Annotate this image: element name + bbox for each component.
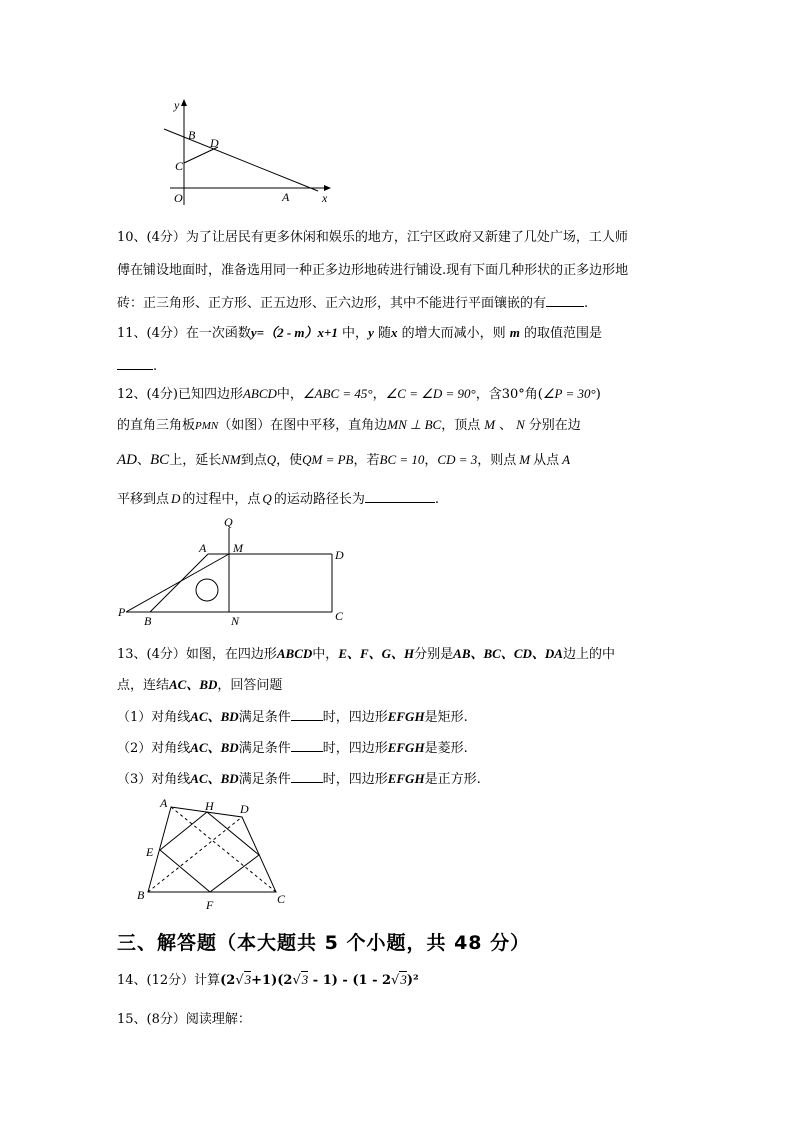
- q13-s3-a: （3）对角线: [117, 772, 191, 787]
- q10-line2: 傅在铺设地面时，准备选用同一种正多边形地砖进行铺设.现有下面几种形状的正多边形地: [117, 263, 629, 278]
- q13-l1-g: 边上的中: [562, 647, 615, 662]
- q10-answer-blank[interactable]: [546, 292, 584, 307]
- q10-line1: 10、(4分）为了让居民有更多休闲和娱乐的地方，江宁区政府又新建了几处广场，工人师: [117, 230, 628, 245]
- q11-line1: [117, 323, 602, 344]
- label-p: P: [118, 605, 126, 619]
- q14-prefix: 14、(12分）计算: [117, 973, 221, 988]
- q11-line2: [117, 355, 157, 377]
- q14-root1: 3: [244, 972, 252, 987]
- q12-l3-o: M: [519, 452, 531, 467]
- q12-l2-i: 分别在边: [528, 418, 581, 433]
- q14-part-b: (2: [220, 973, 236, 988]
- q12-l4-e: 的运动路径长为: [273, 492, 365, 507]
- q13-l2-c: ，回答问题: [217, 678, 283, 693]
- q12-l3-g: Q: [266, 452, 277, 467]
- q13-s2-blank[interactable]: [291, 737, 323, 752]
- q13-l1-a: 13、(4分）如图，在四边形: [117, 647, 277, 662]
- q11-function: y=（2 - m）x+1: [250, 325, 338, 340]
- label-a: A: [282, 190, 290, 204]
- q12-l3-j: ，若: [353, 453, 380, 468]
- label-d: D: [210, 136, 219, 150]
- label-c: C: [277, 892, 286, 906]
- q13-s1-e: EFGH: [387, 709, 425, 724]
- edge-ab: [150, 554, 208, 612]
- q12-l1-f: ∠C = ∠D = 90°: [385, 386, 476, 401]
- q13-s3-d: 时，四边形: [322, 772, 388, 787]
- diagonal-bd: [148, 817, 242, 892]
- q12-l3-c: BC: [150, 452, 170, 468]
- q11-pre: 11、(4分）在一次函数: [117, 326, 251, 341]
- q13-sub2: [117, 737, 468, 759]
- label-b: B: [188, 128, 196, 142]
- label-x: x: [322, 191, 328, 205]
- label-a: A: [160, 796, 168, 810]
- q12-l2-c: （如图）在图中平移，直角边: [218, 418, 388, 433]
- q12-l3-b: 、: [137, 453, 151, 468]
- q12-l2-e: ，顶点: [441, 418, 481, 433]
- q12-l4-a: 平移到点: [117, 492, 170, 507]
- label-n: N: [231, 614, 240, 628]
- q12-l3-h: ，使: [276, 453, 303, 468]
- q14-part-d: +1)(2: [251, 973, 293, 988]
- q12-l2-a: 的直角三角板: [117, 418, 196, 433]
- q12-l3-m: CD = 3: [437, 452, 478, 467]
- q14-part-f: - 1) - (1 - 2: [308, 973, 392, 988]
- section-heading: 三、解答题（本大题共 5 个小题，共 48 分）: [117, 932, 531, 954]
- q12-l3-a: AD: [117, 452, 137, 468]
- q12-l4-b: D: [171, 491, 181, 506]
- q13-s1-f: 是矩形.: [424, 710, 468, 725]
- q12-l3-l: ，: [424, 453, 438, 468]
- q13-l1-e: 分别是: [414, 647, 454, 662]
- q12-l4-end: .: [434, 492, 439, 507]
- q12-l1-d: ∠ABC = 45°: [302, 386, 373, 401]
- q12-l1-c: 中，: [276, 387, 303, 402]
- q13-l2-a: 点，连结: [117, 678, 170, 693]
- label-q: Q: [224, 515, 233, 529]
- q12-l3-n: ，则点: [477, 453, 517, 468]
- label-a: A: [199, 541, 207, 555]
- q12-l3-e: NM: [221, 452, 241, 467]
- q12-l1-a: 12、(4分)已知四边形: [117, 387, 243, 402]
- q11-x: x: [390, 325, 398, 340]
- sqrt-icon: √: [292, 973, 301, 988]
- q14-part-h: )²: [406, 973, 419, 988]
- q11-answer-blank[interactable]: [117, 355, 153, 370]
- quadrilateral-abcd: [148, 807, 276, 892]
- q12-l4-c: 的过程中，点: [182, 492, 261, 507]
- q13-l1-f: AB、BC、CD、DA: [453, 646, 563, 661]
- q11-post: 的增大而减小，则: [397, 326, 510, 341]
- q10-line3-end: .: [584, 296, 589, 311]
- q12-l1-i: ): [595, 387, 601, 402]
- q13-s3-b: AC、BD: [190, 771, 239, 786]
- q12-l2-b: PMN: [195, 420, 219, 432]
- q13-line1: [117, 644, 615, 665]
- figure-linear-functions: [160, 95, 340, 210]
- q15-line: 15、(8分）阅读理解：: [117, 1012, 251, 1027]
- q12-l3-k: BC = 10: [379, 452, 425, 467]
- q14-root2: 3: [301, 972, 309, 987]
- q11-mid2: 随: [373, 326, 391, 341]
- q12-l3-d: 上，延长: [169, 453, 222, 468]
- sqrt-icon: √: [391, 973, 400, 988]
- ruler-hole: [196, 579, 218, 601]
- q10-line3: [117, 292, 588, 314]
- q13-s3-e: EFGH: [387, 771, 425, 786]
- segment-pm: [126, 554, 229, 612]
- q12-l2-d: MN ⊥ BC: [387, 417, 442, 432]
- q12-l3-i: QM = PB: [302, 452, 354, 467]
- q14-line: [117, 970, 419, 991]
- q12-l1-b: ABCD: [242, 386, 277, 401]
- q12-answer-blank[interactable]: [365, 488, 435, 503]
- label-d: D: [240, 802, 249, 816]
- q12-l1-g: ，含30°角(: [475, 387, 543, 402]
- label-f: F: [206, 898, 214, 912]
- q13-sub3: [117, 768, 481, 790]
- q13-s1-c: 满足条件: [238, 710, 291, 725]
- label-e: E: [146, 845, 154, 859]
- label-b: B: [144, 614, 152, 628]
- q13-s2-d: 时，四边形: [322, 741, 388, 756]
- y-axis-arrow: [181, 99, 187, 106]
- q13-l1-c: 中，: [312, 647, 339, 662]
- figure-q13-quadrilateral: [130, 795, 300, 915]
- q13-line2: [117, 675, 282, 696]
- q13-sub1: [117, 706, 468, 728]
- q11-mid: 中，: [337, 326, 369, 341]
- q12-line3: [117, 450, 570, 471]
- q13-s2-a: （2）对角线: [117, 741, 191, 756]
- q14-root3: 3: [400, 972, 407, 987]
- q11-m: m: [509, 325, 520, 340]
- q12-l1-h: ∠P = 30°: [542, 386, 596, 401]
- q12-line1: [117, 384, 601, 405]
- figure-q12-diagram: [116, 514, 356, 630]
- q13-s1-a: （1）对角线: [117, 710, 191, 725]
- q12-l3-f: 到点: [240, 453, 267, 468]
- q12-l4-d: Q: [262, 491, 272, 506]
- q12-l2-g: 、: [499, 418, 513, 433]
- label-c: C: [335, 609, 344, 623]
- q12-l1-e: ，: [372, 387, 386, 402]
- q11-line2-end: .: [153, 359, 158, 374]
- label-d: D: [335, 548, 344, 562]
- q13-l1-d: E、F、G、H: [338, 646, 415, 661]
- q13-s3-f: 是正方形.: [424, 772, 481, 787]
- label-b: B: [137, 888, 145, 902]
- q12-line4: [117, 488, 439, 510]
- q13-l1-b: ABCD: [276, 646, 313, 661]
- quadrilateral-efgh: [160, 812, 259, 892]
- sqrt-icon: √: [235, 973, 244, 988]
- q12-l2-h: N: [516, 417, 525, 432]
- q13-s3-c: 满足条件: [238, 772, 291, 787]
- q11-y: y: [368, 325, 374, 340]
- q12-l2-f: M: [484, 417, 496, 432]
- q12-l3-q: A: [562, 452, 571, 467]
- q12-line2: [117, 415, 581, 436]
- diagonal-ac: [171, 807, 276, 892]
- label-m: M: [233, 541, 243, 555]
- q10-line3-text: 砖：正三角形、正方形、正五边形、正六边形，其中不能进行平面镶嵌的有: [117, 296, 547, 311]
- q13-s1-blank[interactable]: [291, 706, 323, 721]
- label-y: y: [174, 98, 180, 112]
- q13-s2-e: EFGH: [387, 740, 425, 755]
- q13-s2-b: AC、BD: [190, 740, 239, 755]
- label-h: H: [205, 799, 214, 813]
- q13-l2-b: AC、BD: [169, 677, 218, 692]
- q12-l3-p: 从点: [533, 453, 560, 468]
- q11-end: 的取值范围是: [519, 326, 603, 341]
- label-c: C: [175, 159, 184, 173]
- label-o: O: [174, 191, 183, 205]
- q13-s2-f: 是菱形.: [424, 741, 468, 756]
- q13-s2-c: 满足条件: [238, 741, 291, 756]
- q13-s1-b: AC、BD: [190, 709, 239, 724]
- q13-s3-blank[interactable]: [291, 768, 323, 783]
- q13-s1-d: 时，四边形: [322, 710, 388, 725]
